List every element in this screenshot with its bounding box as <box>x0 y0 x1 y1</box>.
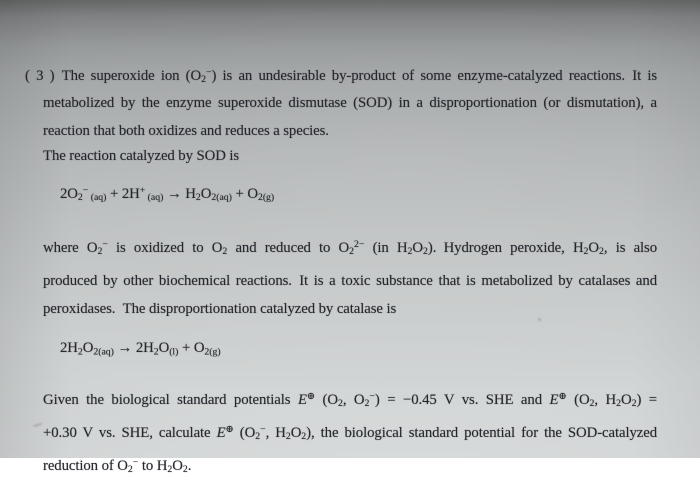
problem-statement-line: reaction that both oxidizes and reduces a species. <box>43 123 329 140</box>
question-line: Given the biological standard potentials E⊕ (O2, O2−) = −0.45 V vs. SHE and E⊕ (O2, H2O2) = <box>43 391 658 410</box>
catalase-reaction-equation: 2H2O2(aq) → 2H2O(l) + O2(g) <box>60 339 221 357</box>
problem-statement-line: ( 3 ) The superoxide ion (O2−) is an undesirable by-product of some enzyme-catalyzed reactions. It is <box>25 67 657 86</box>
problem-statement-line: metabolized by the enzyme superoxide dismutase (SOD) in a disproportionation (or dismutation), a <box>43 95 657 112</box>
explanation-line: produced by other biochemical reactions. It is a toxic substance that is metabolized by catalases and <box>43 272 657 289</box>
sod-reaction-equation: 2O2− (aq) + 2H+ (aq) → H2O2(aq) + O2(g) <box>60 185 275 204</box>
problem-text-block <box>25 60 657 484</box>
paper-speck <box>538 318 541 321</box>
question-line: reduction of O2− to H2O2. <box>43 457 192 476</box>
problem-statement-line: The reaction catalyzed by SOD is <box>43 148 240 165</box>
question-line: +0.30 V vs. SHE, calculate E⊕ (O2−, H2O2), the biological standard potential for the SOD-catalyzed <box>43 424 658 443</box>
explanation-line: peroxidases. The disproportionation catalyzed by catalase is <box>43 300 397 317</box>
explanation-line: where O2− is oxidized to O2 and reduced to $O2^{2-}$ (in H2O2). Hydrogen peroxide, H2O2, is also <box>43 239 658 258</box>
